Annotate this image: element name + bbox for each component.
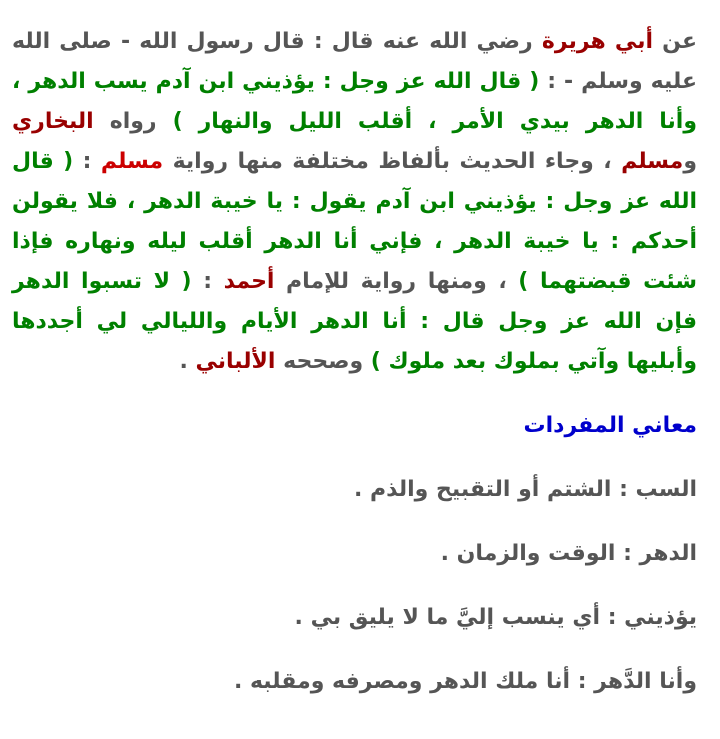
hadith-paragraph [12, 22, 697, 382]
definition-item: السب : الشتم أو التقبيح والذم . [354, 477, 697, 502]
hadith-segment: أبي هريرة [541, 29, 653, 54]
hadith-segment: . [179, 349, 196, 374]
hadith-segment: : [73, 149, 101, 174]
hadith-segment: عن [653, 29, 697, 54]
hadith-segment: ( قال الله عز وجل : يؤذيني ابن آدم يقول : يا خيبة الدهر ، فلا يقولن أحدكم : يا خيبة الدهر ، فإني أنا الدهر أقلب ليله ونهاره فإذا شئت قبضتهما ) [12, 149, 698, 294]
hadith-segment: الألباني [195, 349, 276, 374]
section-heading: معاني المفردات [523, 413, 697, 438]
definitions-list [12, 470, 697, 702]
hadith-segment: مسلم [621, 149, 684, 174]
hadith-segment: ، وجاء الحديث بألفاظ مختلفة منها رواية [163, 149, 622, 174]
hadith-segment: و [683, 149, 697, 174]
article-body [12, 22, 697, 702]
hadith-segment: رضي الله عنه قال : قال رسول الله - صلى الله عليه وسلم - : [12, 29, 697, 94]
hadith-segment: : [191, 269, 224, 294]
hadith-segment: مسلم [100, 149, 164, 174]
definition-item: يؤذيني : أي ينسب إليَّ ما لا يليق بي . [294, 605, 697, 630]
definition-item: وأنا الدَّهر : أنا ملك الدهر ومصرفه ومقلبه . [233, 669, 697, 694]
hadith-segment: وصححه [275, 349, 371, 374]
hadith-segment: البخاري [12, 109, 94, 134]
hadith-segment: ، ومنها رواية للإمام [274, 269, 519, 294]
hadith-segment: رواه [93, 109, 173, 134]
hadith-segment: أحمد [223, 269, 275, 294]
hadith-segment: ( لا تسبوا الدهر فإن الله عز وجل قال : أنا الدهر الأيام والليالي لي أجددها وأبليها وآتي بملوك بعد ملوك ) [12, 269, 697, 374]
definition-item: الدهر : الوقت والزمان . [440, 541, 697, 566]
hadith-segment: ( قال الله عز وجل : يؤذيني ابن آدم يسب الدهر ، وأنا الدهر بيدي الأمر ، أقلب الليل والنهار ) [12, 69, 697, 134]
